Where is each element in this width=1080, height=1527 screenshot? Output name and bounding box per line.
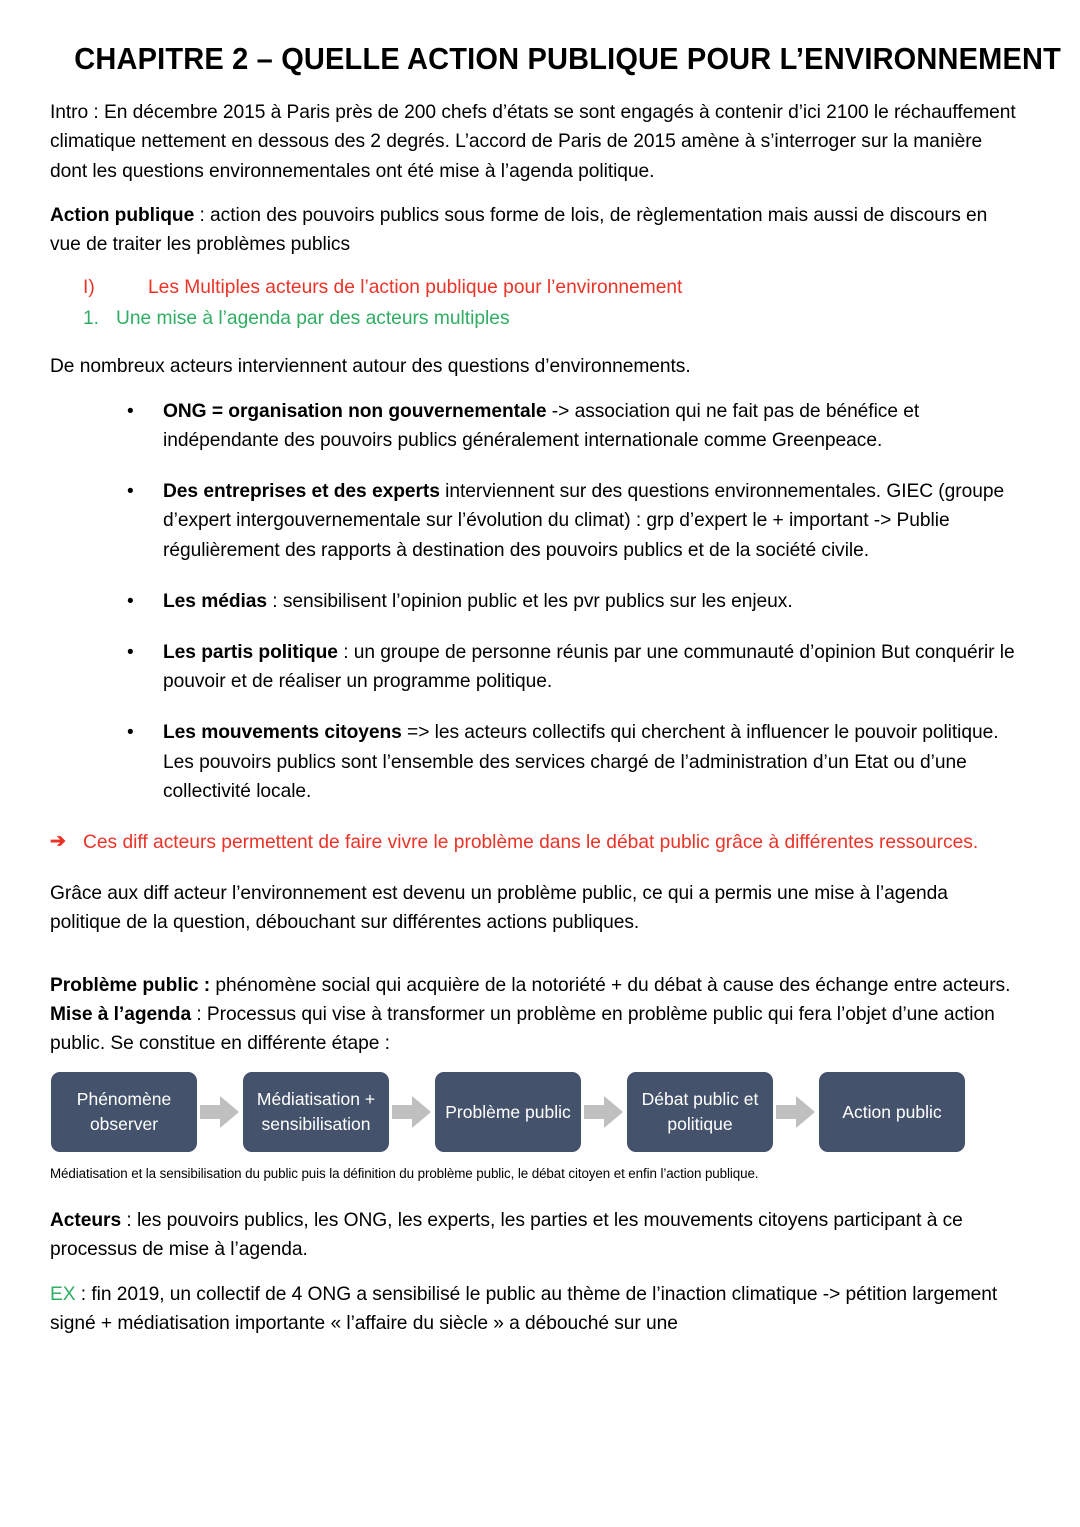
right-arrow-icon: ➔ [50,830,66,852]
flow-step-label: Médiatisation + sensibilisation [256,1089,376,1135]
flow-step-probleme-public [435,1072,581,1152]
bullet-term: Les partis politique [163,642,338,663]
flow-step-mediatisation-sensibilisation [243,1072,389,1152]
flow-arrow-1-icon [197,1095,243,1129]
bullet-text: : un groupe de personne réunis par une communauté d’opinion But conquérir le pouvoir et de réaliser un programme politique. [163,642,1015,693]
list-item [125,587,1020,616]
section-headings [50,274,1020,334]
bullet-term: ONG = organisation non gouvernementale [163,400,547,422]
flow-step-label: Débat public et politique [641,1089,759,1135]
process-flow-diagram [50,1072,1020,1152]
bullet-text: : sensibilisent l’opinion public et les pvr publics sur les enjeux. [267,590,793,612]
definition-probleme-public [50,971,1020,1000]
bullet-text: => les acteurs collectifs qui cherchent à influencer le pouvoir politique. Les pouvoirs publics sont l’ensemble des services chargé de l’administration d’un Etat ou d’une collectivité locale. [163,722,999,802]
flow-step-label: Problème public [445,1101,571,1122]
term-probleme-public: Problème public : [50,974,211,996]
heading-roman-label: Les Multiples acteurs de l’action publique pour l’environnement [148,277,683,299]
flow-arrow-4-icon [773,1095,819,1129]
definition-mise-agenda [50,1000,1020,1058]
example-label: EX [50,1283,76,1305]
flow-step-action-public [819,1072,965,1152]
definition-probleme-public-text: phénomène social qui acquière de la notoriété + du débat à cause des échange entre acteurs. [210,974,1011,996]
page-title: CHAPITRE 2 – QUELLE ACTION PUBLIQUE POUR L’ENVIRONNEMENT [74,42,1062,76]
heading-subsection-marker: 1. [83,307,100,329]
paragraph-grace: Grâce aux diff acteur l’environnement est devenu un problème public, ce qui a permis une mise à l’agenda politique de la question, débouchant sur différentes actions publiques. [50,883,948,934]
flow-step-label: Phénomène observer [76,1089,172,1135]
bullet-term: Des entreprises et des experts [163,481,440,503]
definition-acteurs [50,1206,1020,1264]
lead-in-paragraph: De nombreux acteurs interviennent autour des questions d’environnements. [50,355,691,377]
flow-step-phenomene-observer [51,1072,197,1152]
list-item [125,477,1020,565]
actors-bullet-list [50,397,1020,806]
list-item [125,397,1020,455]
bullet-term: Les mouvements citoyens [163,722,402,744]
example-text: : fin 2019, un collectif de 4 ONG a sensibilisé le public au thème de l’inaction climatique -> pétition largement signé + médiatisation importante « l’affaire du siècle » a débouché sur une [50,1283,998,1334]
definition-action-publique [50,201,1020,259]
term-mise-agenda: Mise à l’agenda [50,1003,192,1025]
bullet-dot-icon: • [127,590,134,612]
heading-roman-i [83,274,1020,303]
list-item [125,718,1020,806]
example-paragraph [50,1280,1020,1338]
heading-subsection-label: Une mise à l’agenda par des acteurs multiples [116,307,510,329]
term-action-publique: Action publique [50,204,195,226]
intro-paragraph: Intro : En décembre 2015 à Paris près de 200 chefs d’états se sont engagés à contenir d’ici 2100 le réchauffement climatique nettement en dessous des 2 degrés. L’accord de Paris de 2015 amène à s’interroger sur la manière dont les questions environnementales ont été mise à l’agenda politique. [50,102,1016,182]
flow-arrow-2-icon [389,1095,435,1129]
flow-arrow-3-icon [581,1095,627,1129]
bullet-dot-icon: • [127,722,134,744]
bullet-term: Les médias [163,590,268,612]
bullet-text: interviennent sur des questions environnementales. GIEC (groupe d’expert intergouvernementale sur l’évolution du climat) : grp d’expert le + important -> Publie régulièrement des rapports à destination des pouvoirs publics et de la société civile. [163,481,1005,561]
definition-mise-agenda-text: : Processus qui vise à transformer un problème en problème public qui fera l’objet d’une action public. Se constitue en différente étape : [50,1003,995,1054]
definition-action-publique-text: : action des pouvoirs publics sous forme de lois, de règlementation mais aussi de discours en vue de traiter les problèmes publics [50,204,988,255]
flow-step-debat-public-politique [627,1072,773,1152]
spacer [50,953,1020,971]
heading-roman-marker: I) [83,277,95,299]
bullet-dot-icon: • [127,481,134,503]
flow-step-label: Action public [842,1101,942,1122]
callout-conclusion [50,828,1020,857]
callout-text: Ces diff acteurs permettent de faire vivre le problème dans le débat public grâce à différentes ressources. [83,831,979,853]
heading-subsection-1 [83,305,1020,334]
definition-acteurs-text: : les pouvoirs publics, les ONG, les experts, les parties et les mouvements citoyens participant à ce processus de mise à l’agenda. [50,1210,963,1261]
bullet-text: -> association qui ne fait pas de bénéfice et indépendante des pouvoirs publics généralement internationale comme Greenpeace. [163,400,920,452]
flow-diagram-caption: Médiatisation et la sensibilisation du public puis la définition du problème public, le débat citoyen et enfin l’action publique. [50,1166,759,1182]
bullet-dot-icon: • [127,642,134,663]
list-item [125,638,1020,696]
term-acteurs: Acteurs [50,1210,122,1232]
bullet-dot-icon: • [127,400,134,422]
